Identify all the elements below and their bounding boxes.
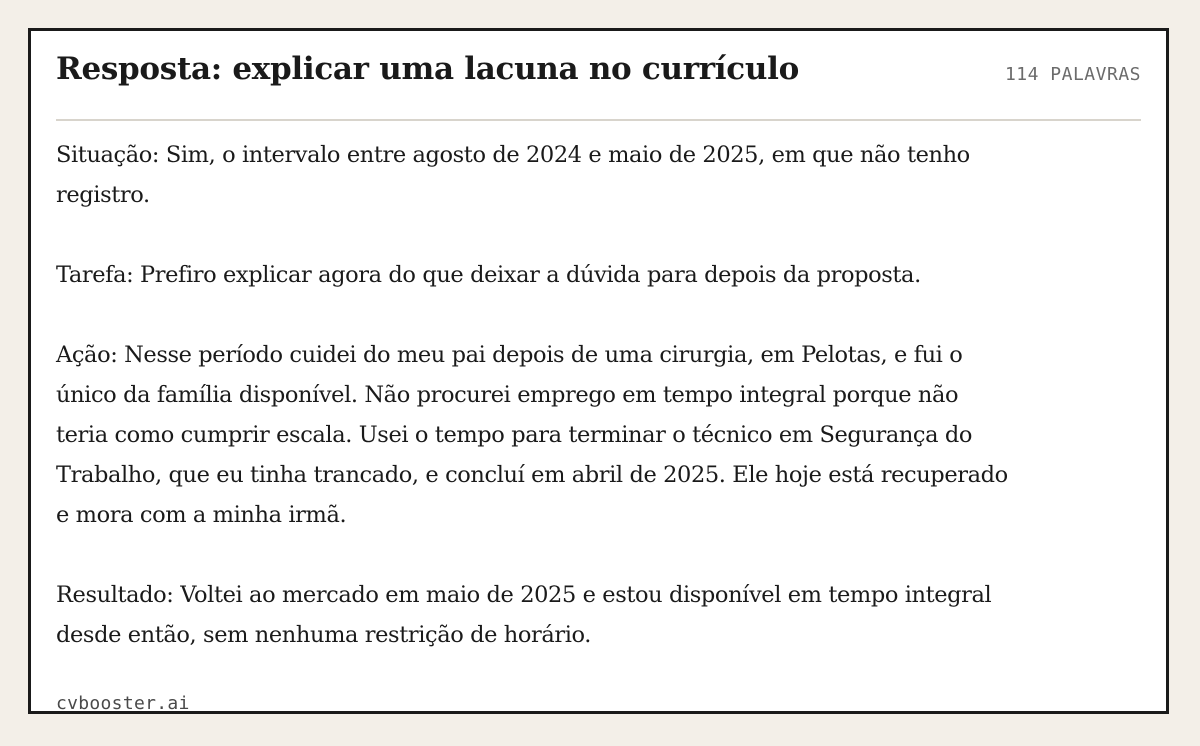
paragraph-tarefa: Tarefa: Prefiro explicar agora do que deixar a dúvida para depois da proposta. (56, 262, 921, 288)
paragraph-situacao: Situação: Sim, o intervalo entre agosto de 2024 e maio de 2025, em que não tenho registro. (56, 142, 970, 208)
paragraph-acao: Ação: Nesse período cuidei do meu pai depois de uma cirurgia, em Pelotas, e fui o único da família disponível. Não procurei emprego em tempo integral porque não teria como cumprir escala. Usei o tempo para terminar o técnico em Segurança do Trabalho, que eu tinha trancado, e concluí em abril de 2025. Ele hoje está recuperado e mora com a minha irmã. (56, 342, 1008, 528)
card-header (56, 31, 1141, 121)
answer-body (56, 135, 1016, 695)
word-count: 114 PALAVRAS (1004, 64, 1141, 85)
brand-footer: cvbooster.ai (56, 693, 190, 714)
page-title: Resposta: explicar uma lacuna no currículo (56, 51, 799, 87)
paragraph-resultado: Resultado: Voltei ao mercado em maio de 2025 e estou disponível em tempo integral desde então, sem nenhuma restrição de horário. (56, 582, 992, 648)
answer-card (28, 28, 1169, 714)
